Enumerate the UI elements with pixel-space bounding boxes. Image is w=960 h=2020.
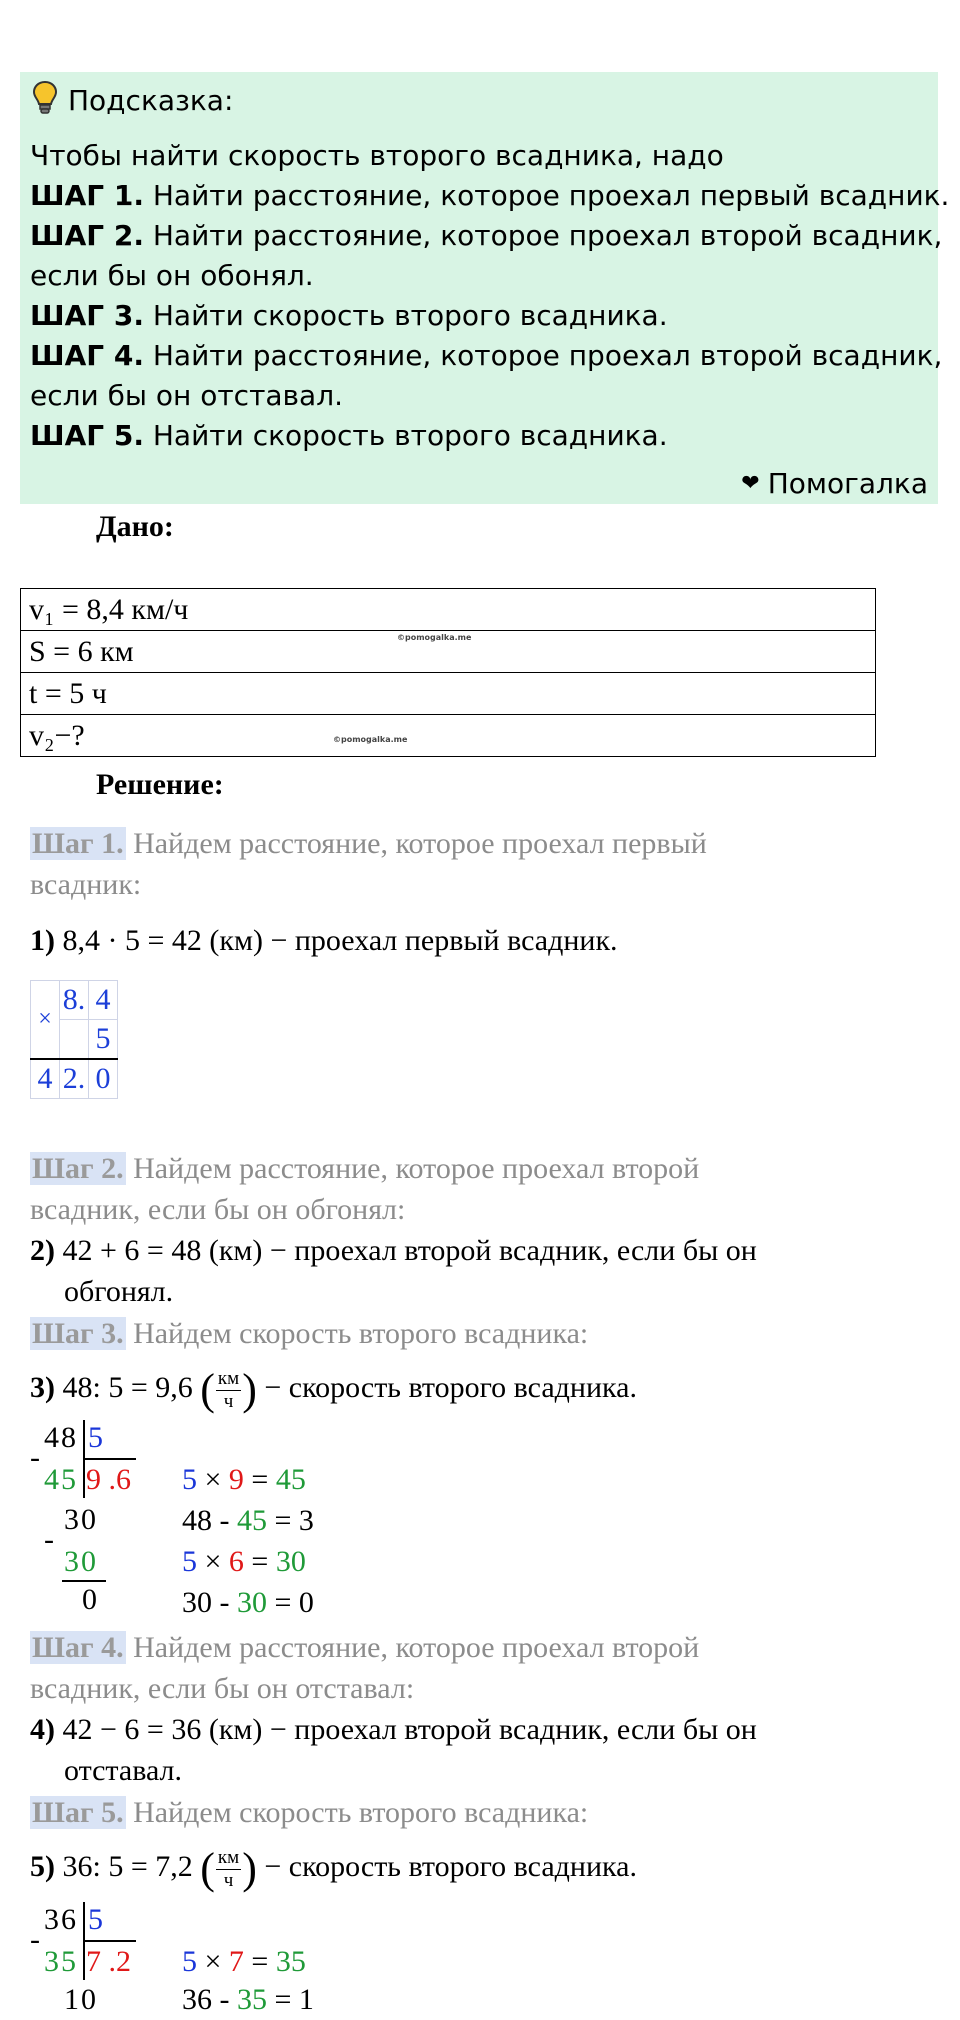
hint-header (32, 80, 233, 120)
equation-expr: 42 − 6 = 36 (км) − (62, 1713, 287, 1746)
calc-part: × (197, 1463, 229, 1496)
quotient-dot: . (108, 1945, 116, 1978)
calc-part: = 1 (267, 1983, 314, 2016)
subtrahend: 30 (64, 1545, 98, 1578)
hint-box (20, 72, 950, 504)
brand-link[interactable] (741, 464, 928, 504)
calc-part: 30 (275, 1545, 306, 1578)
check-calc (182, 1460, 306, 1500)
quotient-dot: . (108, 1463, 116, 1496)
given-row-s (21, 631, 876, 673)
hint-step-text: Найти скорость второго всадника. (143, 419, 668, 452)
hint-step (30, 176, 949, 216)
calc-part: = (243, 1945, 276, 1978)
hint-step-text: если бы он отставал. (30, 379, 343, 412)
digit-cell: 4 (31, 1059, 60, 1099)
check-calc (182, 1583, 314, 1623)
step-text: Найдем скорость второго всадника: (125, 1317, 589, 1350)
digit-cell: 5 (89, 1020, 118, 1060)
hint-step (30, 376, 343, 416)
given-row-v1: v₁ = 8,4 км/ч (21, 589, 876, 631)
step-text: Найдем расстояние, которое проехал второй (125, 1152, 700, 1185)
hint-step-label: ШАГ 4. (30, 339, 144, 372)
equation-4-cont: отставал. (64, 1754, 183, 1787)
step-2-line: всадник, если бы он обгонял: (30, 1193, 406, 1226)
step-text: Найдем расстояние, которое проехал второй (125, 1631, 700, 1664)
subtrahend: 45 (44, 1463, 78, 1496)
watermark: ©pomogalka.me (333, 735, 408, 744)
equation-number: 2) (30, 1234, 55, 1267)
step-tag: Шаг 3. (32, 1317, 124, 1350)
digit-cell: 0 (89, 1059, 118, 1099)
remainder: 0 (82, 1583, 97, 1616)
equation-number: 5) (30, 1850, 55, 1883)
fraction-top: км (217, 1846, 240, 1868)
check-calc (182, 1942, 306, 1982)
equation-desc: проехал второй всадник, если бы он (286, 1713, 757, 1746)
hint-step (30, 416, 668, 456)
hint-step-text: Найти расстояние, которое проехал второй всадник, (143, 219, 943, 252)
digit-cell: 4 (89, 981, 118, 1020)
calc-part: 45 (275, 1463, 306, 1496)
check-calc (182, 1501, 314, 1541)
hint-step-label: ШАГ 5. (30, 419, 144, 452)
calc-part: 7 (228, 1945, 244, 1978)
fraction-top: км (217, 1367, 240, 1389)
hint-step-text: Найти расстояние, которое проехал первый всадник. (143, 179, 950, 212)
equation-desc: − скорость второго всадника. (256, 1371, 637, 1404)
equation-2-cont: обгонял. (64, 1275, 174, 1308)
digit-cell: 8. (60, 981, 89, 1020)
calc-part: 36 - (182, 1983, 237, 2016)
equation-number: 1) (30, 924, 55, 957)
calc-part: 5 (182, 1945, 197, 1978)
hint-step-text: Найти скорость второго всадника. (143, 299, 668, 332)
hint-step-text: Найти расстояние, которое проехал второй всадник, (143, 339, 943, 372)
equation-number: 3) (30, 1371, 55, 1404)
multiplication-grid (30, 980, 118, 1099)
remainder: 30 (64, 1503, 98, 1536)
hint-step-label: ШАГ 2. (30, 219, 144, 252)
given-table (20, 588, 876, 757)
calc-part: 9 (228, 1463, 244, 1496)
equation-expr: 36: 5 = 7,2 (62, 1850, 193, 1883)
quotient (86, 1460, 131, 1500)
check-calc (182, 1980, 314, 2020)
equation-expr: 48: 5 = 9,6 (62, 1371, 193, 1404)
given-row-v2 (21, 715, 876, 757)
equation-expr: 42 + 6 = 48 (км) − (62, 1234, 287, 1267)
step-tag: Шаг 1. (32, 827, 124, 860)
divisor: 5 (88, 1421, 103, 1454)
step-1-line (30, 823, 707, 864)
lightbulb-icon (32, 80, 58, 121)
step-text: Найдем скорость второго всадника: (125, 1796, 589, 1829)
digit-cell (60, 1020, 89, 1060)
step-4-line: всадник, если бы он отставал: (30, 1672, 415, 1705)
dividend: 36 (44, 1903, 78, 1936)
minus-sign: - (30, 1923, 40, 1956)
equation-4 (30, 1709, 757, 1750)
brand-label: Помогалка (767, 467, 928, 500)
check-calc (182, 1542, 306, 1582)
hint-intro: Чтобы найти скорость второго всадника, надо (30, 139, 724, 172)
minus-sign: - (30, 1441, 40, 1474)
solution-heading: Решение: (96, 768, 224, 801)
calc-part: = (243, 1545, 276, 1578)
quotient-digit: 2 (116, 1945, 131, 1978)
calc-part: 5 (182, 1463, 197, 1496)
given-row-text: v₂−? (29, 718, 85, 752)
equation-desc: проехал второй всадник, если бы он (286, 1234, 757, 1267)
calc-part: = (243, 1463, 276, 1496)
calc-part: 30 (237, 1586, 267, 1619)
equation-2 (30, 1230, 757, 1271)
remainder: 10 (64, 1983, 98, 2016)
equation-1 (30, 920, 618, 961)
step-3-line (30, 1313, 588, 1354)
calc-part: 30 - (182, 1586, 237, 1619)
hint-step-text: если бы он обонял. (30, 259, 314, 292)
hint-step (30, 296, 668, 336)
subtrahend: 35 (44, 1945, 78, 1978)
quotient-digit: 9 (86, 1463, 101, 1496)
equation-5 (30, 1841, 637, 1893)
calc-part: 35 (275, 1945, 306, 1978)
dividend: 48 (44, 1421, 78, 1454)
fraction-bottom: ч (223, 1390, 234, 1412)
equation-expr: 8,4 · 5 = 42 (км) − (62, 924, 288, 957)
digit-cell: 2. (60, 1059, 89, 1099)
minus-sign: - (44, 1523, 54, 1556)
equation-desc: − скорость второго всадника. (256, 1850, 637, 1883)
calc-part: 48 - (182, 1504, 237, 1537)
divisor: 5 (88, 1903, 103, 1936)
step-1-line: всадник: (30, 868, 142, 901)
unit-fraction: ( км ч ) (200, 1365, 257, 1415)
step-tag: Шаг 4. (32, 1631, 124, 1664)
fraction-bottom: ч (223, 1869, 234, 1891)
quotient-digit: 7 (86, 1945, 101, 1978)
step-2-line (30, 1148, 699, 1189)
calc-part: = 0 (267, 1586, 314, 1619)
hint-step (30, 256, 314, 296)
given-row-t: t = 5 ч (21, 673, 876, 715)
unit-fraction: ( км ч ) (200, 1844, 257, 1894)
equation-3 (30, 1362, 637, 1414)
calc-part: 45 (237, 1504, 267, 1537)
given-heading: Дано: (96, 510, 174, 543)
step-tag: Шаг 5. (32, 1796, 124, 1829)
step-4-line (30, 1627, 699, 1668)
hint-step (30, 216, 942, 256)
hint-title: Подсказка: (68, 83, 234, 117)
step-5-line (30, 1792, 588, 1833)
step-tag: Шаг 2. (32, 1152, 124, 1185)
hint-step (30, 336, 942, 376)
equation-desc: проехал первый всадник. (287, 924, 618, 957)
calc-part: × (197, 1545, 229, 1578)
times-sign: × (31, 981, 60, 1060)
heart-icon: ❤ (741, 471, 760, 496)
hint-step-label: ШАГ 1. (30, 179, 144, 212)
given-row-text: S = 6 км (29, 634, 134, 668)
watermark: ©pomogalka.me (397, 633, 472, 642)
calc-part: 35 (237, 1983, 267, 2016)
calc-part: = 3 (267, 1504, 314, 1537)
equation-number: 4) (30, 1713, 55, 1746)
calc-part: × (197, 1945, 229, 1978)
hint-step-label: ШАГ 3. (30, 299, 144, 332)
step-text: Найдем расстояние, которое проехал первый (125, 827, 707, 860)
quotient-digit: 6 (116, 1463, 131, 1496)
calc-part: 5 (182, 1545, 197, 1578)
calc-part: 6 (228, 1545, 244, 1578)
quotient (86, 1942, 131, 1982)
